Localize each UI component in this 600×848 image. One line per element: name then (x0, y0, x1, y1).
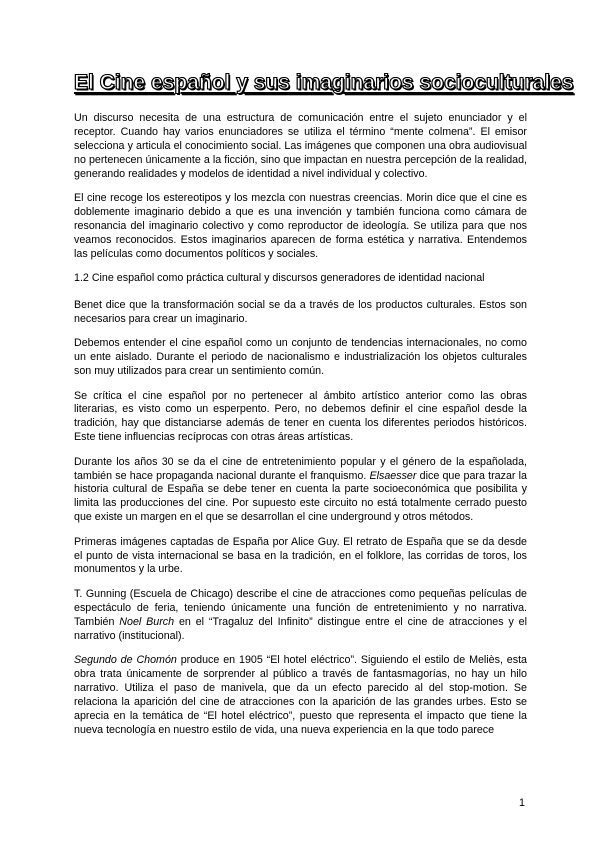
paragraph-text: produce en 1905 “El hotel eléctrico”. Siguiendo el estilo de Meliès, esta obra trata únicamente de sorprender al público a través de fantasmagorías, no hay un hilo narrativo. Utiliza el paso de manivela, que da un efecto parecido al del stop-motion. Se relaciona la aparición del cine de atracciones con la aparición de las grandes urbes. Esto se aprecia en la temática de “El hotel eléctrico”, puesto que representa el impacto que tiene la nueva tecnología en nuestro estilo de vida, una nueva experiencia en la que todo parece (74, 654, 528, 736)
page-number: 1 (519, 797, 525, 809)
italic-name-elsaesser: Elsaesser (369, 469, 417, 482)
paragraph-text: Primeras imágenes captadas de España por Alice Guy. El retrato de España que se da desde el punto de vista internacional se basa en la tradición, en el folklore, las corridas de toros, los monumentos y la urbe. (74, 535, 527, 576)
paragraph-text: El cine recoge los estereotipos y los mezcla con nuestras creencias. Morin dice que el cine es doblemente imaginario debido a que es una invención y también funciona como cámara de resonancia del imaginario colectivo y como reproductor de ideología. Se utiliza para que nos veamos reconocidos. Estos imaginarios aparecen de forma estética y narrativa. Entendemos las películas como documentos políticos y sociales. (74, 192, 527, 260)
document-title: El Cine español y sus imaginarios socioculturales (74, 71, 574, 94)
paragraph-text: Debemos entender el cine español como un conjunto de tendencias internacionales, no como un ente aislado. Durante el periodo de nacionalismo e industrialización los objetos culturales son muy utilizados para crear un sentimiento común. (74, 337, 527, 378)
section-heading (74, 272, 527, 286)
paragraph-4 (74, 337, 527, 379)
paragraph-text: Durante los años 30 se da el cine de entretenimiento popular y el género de la españolada, también se hace propaganda nacional durante el franquismo. (74, 455, 527, 482)
paragraph-3 (74, 299, 527, 327)
paragraph-text: en el “Tragaluz del Infinito” distingue entre el cine de atracciones y el narrativo (institucional). (74, 615, 527, 642)
paragraph-7 (74, 536, 527, 578)
paragraph-text: dice que para trazar la historia cultural de España se debe tener en cuenta la parte socioeconómica que posibilita y limita las producciones del cine. Por supuesto este circuito no está totalmente cerrado puesto que existe un margen en el que se desarrollan el cine underground y otros métodos. (74, 469, 527, 524)
paragraph-1 (74, 112, 527, 182)
paragraph-2 (74, 192, 527, 262)
paragraph-5 (74, 390, 527, 446)
document-body (74, 112, 527, 748)
italic-name-segundo-de-chomon: Segundo de Chomón (74, 654, 177, 666)
section-heading-text: 1.2 Cine español como práctica cultural y discursos generadores de identidad nacional (74, 272, 485, 285)
paragraph-text: Benet dice que la transformación social se da a través de los productos culturales. Estos son necesarios para crear un imaginario. (74, 298, 527, 325)
paragraph-8 (74, 588, 527, 644)
paragraph-text: Un discurso necesita de una estructura de comunicación entre el sujeto enunciador y el receptor. Cuando hay varios enunciadores se utiliza el término “mente colmena”. El emisor selecciona y articula el conocimiento social. Las imágenes que componen una obra audiovisual no pertenecen únicamente a la ficción, sino que impactan en nuestra percepción de la realidad, generando realidades y modelos de identidad a nivel individual y colectivo. (74, 112, 527, 180)
italic-name-noel-burch: Noel Burch (119, 615, 175, 628)
paragraph-text: T. Gunning (Escuela de Chicago) describe el cine de atracciones como pequeñas películas de espectáculo de feria, teniendo únicamente una función de entretenimiento y no narrativa. También (74, 587, 527, 628)
paragraph-9 (74, 654, 527, 737)
paragraph-text: Se crítica el cine español por no pertenecer al ámbito artístico anterior como las obras literarias, es visto como un esperpento. Pero, no debemos definir el cine español desde la tradición, hay que distanciarse además de tener en cuenta los diferentes periodos históricos. Este tiene influencias recíprocas con otras áreas artísticas. (74, 389, 527, 444)
paragraph-6 (74, 456, 527, 526)
